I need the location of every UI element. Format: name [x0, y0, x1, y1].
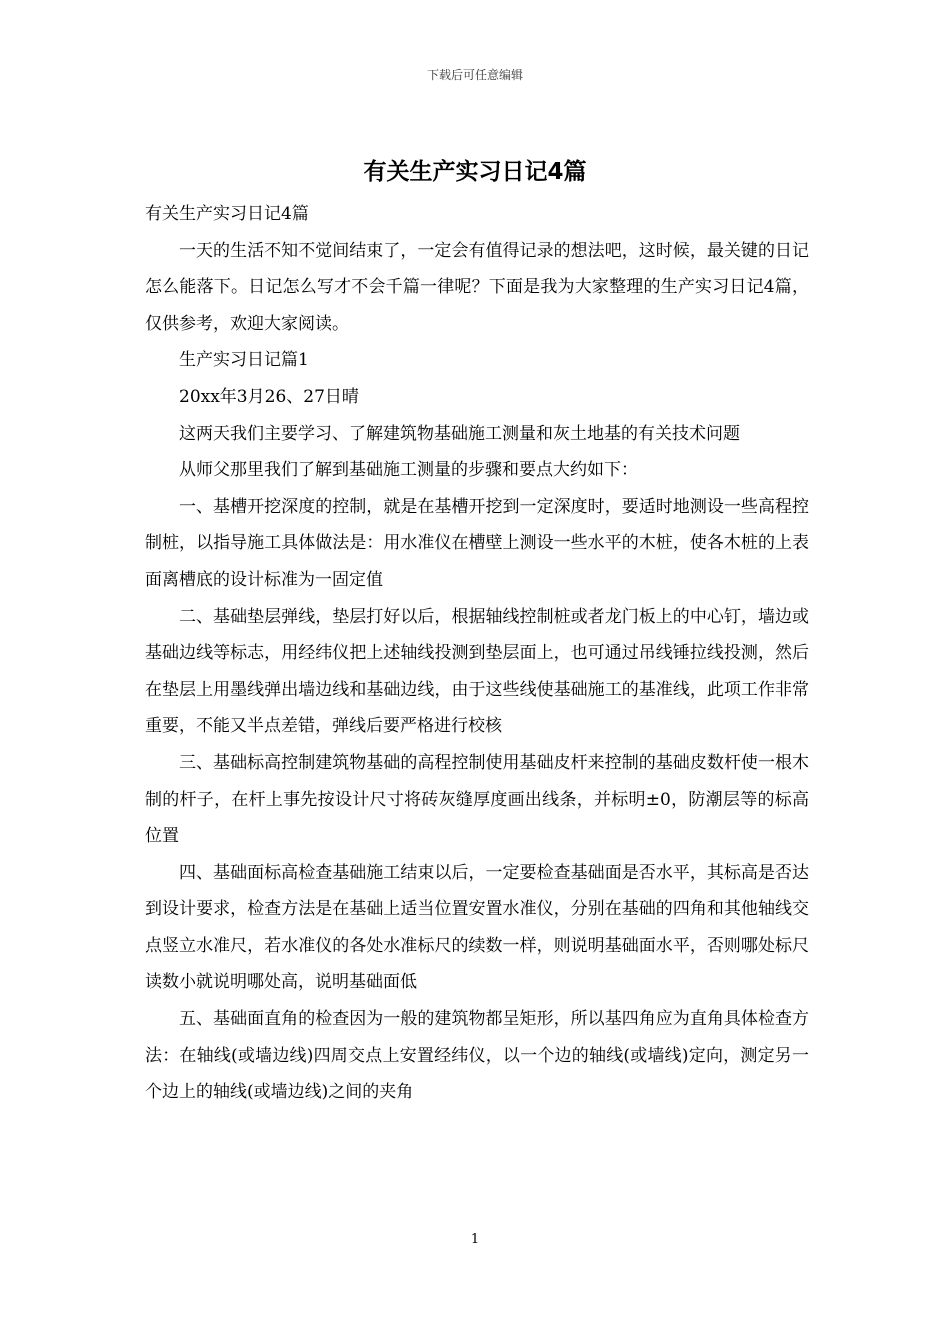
page-number: 1 — [470, 1232, 480, 1247]
body-paragraph: 五、基础面直角的检查因为一般的建筑物都呈矩形，所以基四角应为直角具体检查方法：在轴线(或墙边线)四周交点上安置经纬仪，以一个边的轴线(或墙线)定向，测定另一个边上的轴线(或墙边线)之间的夹角 — [145, 1009, 809, 1103]
diary-date: 20xx年3月26、27日晴 — [179, 386, 359, 407]
body-paragraph: 三、基础标高控制建筑物基础的高程控制使用基础皮杆来控制的基础皮数杆使一根木制的杆子，在杆上事先按设计尺寸将砖灰缝厚度画出线条，并标明±0，防潮层等的标高位置 — [145, 752, 809, 847]
body-paragraph: 这两天我们主要学习、了解建筑物基础施工测量和灰土地基的有关技术问题 — [179, 423, 740, 444]
body-paragraph: 从师父那里我们了解到基础施工测量的步骤和要点大约如下： — [179, 460, 638, 481]
body-paragraph: 四、基础面标高检查基础施工结束以后，一定要检查基础面是否水平，其标高是否达到设计要求，检查方法是在基础上适当位置安置水准仪，分别在基础的四角和其他轴线交点竖立水准尺，若水准仪的各处水准标尺的续数一样，则说明基础面水平，否则哪处标尺读数小就说明哪处高，说明基础面低 — [145, 862, 809, 993]
page-header: 下载后可任意编辑 — [426, 68, 523, 82]
document-body — [145, 196, 809, 1111]
body-paragraph: 二、基础垫层弹线，垫层打好以后，根据轴线控制桩或者龙门板上的中心钉，墙边或基础边线等标志，用经纬仪把上述轴线投测到垫层面上，也可通过吊线锤拉线投测，然后在垫层上用墨线弹出墙边线和基础边线，由于这些线使基础施工的基准线，此项工作非常重要，不能又半点差错，弹线后要严格进行校核 — [145, 606, 809, 737]
intro-paragraph: 一天的生活不知不觉间结束了，一定会有值得记录的想法吧，这时候，最关键的日记怎么能落下。日记怎么写才不会千篇一律呢？下面是我为大家整理的生产实习日记4篇，仅供参考，欢迎大家阅读。 — [145, 240, 809, 334]
document-title: 有关生产实习日记4篇 — [363, 159, 587, 185]
body-paragraph: 一、基槽开挖深度的控制，就是在基槽开挖到一定深度时，要适时地测设一些高程控制桩，以指导施工具体做法是：用水准仪在槽壁上测设一些水平的木桩，使各木桩的上表面离槽底的设计标准为一固定值 — [145, 496, 809, 590]
section-heading: 生产实习日记篇1 — [179, 350, 309, 371]
subtitle-paragraph: 有关生产实习日记4篇 — [145, 204, 309, 224]
